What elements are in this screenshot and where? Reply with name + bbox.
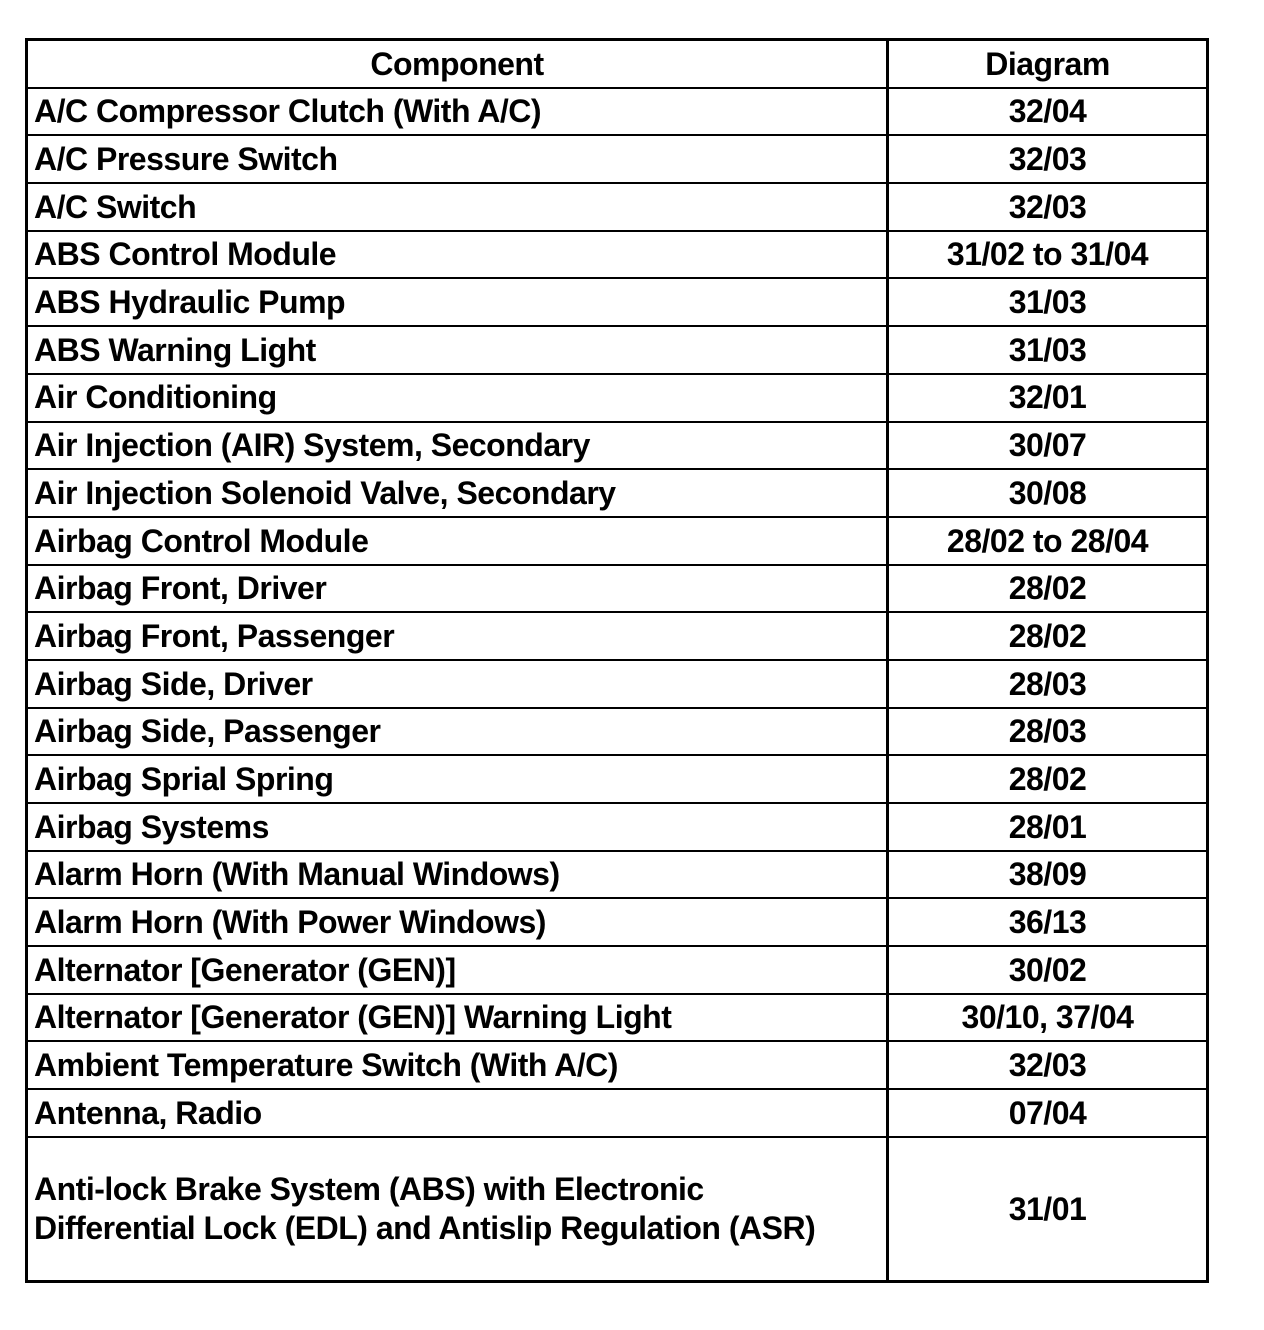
table-row bbox=[28, 327, 1206, 375]
table-row bbox=[28, 184, 1206, 232]
component-cell: Air Injection Solenoid Valve, Secondary bbox=[28, 470, 889, 516]
table-row bbox=[28, 852, 1206, 900]
table-row bbox=[28, 375, 1206, 423]
table-row bbox=[28, 232, 1206, 280]
table-row bbox=[28, 756, 1206, 804]
component-cell: ABS Control Module bbox=[28, 232, 889, 278]
diagram-cell: 31/02 to 31/04 bbox=[946, 236, 1149, 273]
diagram-cell: 32/03 bbox=[1008, 1047, 1087, 1084]
diagram-cell: 28/01 bbox=[1008, 808, 1087, 845]
diagram-cell: 30/02 bbox=[1008, 951, 1087, 988]
component-cell: A/C Switch bbox=[28, 184, 889, 230]
diagram-cell: 28/02 bbox=[1008, 570, 1087, 607]
diagram-cell: 28/02 bbox=[1008, 617, 1087, 654]
component-cell: Anti-lock Brake System (ABS) with Electronic Differential Lock (EDL) and Antislip Regulation (ASR) bbox=[28, 1138, 889, 1280]
diagram-cell: 32/04 bbox=[1008, 93, 1087, 130]
diagram-cell: 30/07 bbox=[1008, 427, 1087, 464]
diagram-cell: 31/03 bbox=[1008, 284, 1087, 321]
table-row bbox=[28, 89, 1206, 137]
component-cell: Airbag Sprial Spring bbox=[28, 756, 889, 802]
table-row bbox=[28, 279, 1206, 327]
component-diagram-table bbox=[25, 38, 1209, 1283]
diagram-cell: 07/04 bbox=[1008, 1094, 1087, 1131]
table-row bbox=[28, 423, 1206, 471]
diagram-cell: 32/01 bbox=[1008, 379, 1087, 416]
table-row bbox=[28, 1138, 1206, 1280]
component-cell: A/C Pressure Switch bbox=[28, 136, 889, 182]
component-cell: Airbag Side, Passenger bbox=[28, 709, 889, 755]
component-cell: Antenna, Radio bbox=[28, 1090, 889, 1136]
diagram-cell: 32/03 bbox=[1008, 141, 1087, 178]
table-row bbox=[28, 566, 1206, 614]
table-row bbox=[28, 995, 1206, 1043]
component-cell: Alternator [Generator (GEN)] bbox=[28, 947, 889, 993]
diagram-cell: 38/09 bbox=[1008, 856, 1087, 893]
diagram-cell: 32/03 bbox=[1008, 188, 1087, 225]
column-header-diagram: Diagram bbox=[985, 45, 1110, 82]
table-row bbox=[28, 1042, 1206, 1090]
table-row bbox=[28, 613, 1206, 661]
column-header-component: Component bbox=[28, 41, 889, 87]
component-cell: Airbag Front, Passenger bbox=[28, 613, 889, 659]
diagram-cell: 30/08 bbox=[1008, 474, 1087, 511]
component-cell: Ambient Temperature Switch (With A/C) bbox=[28, 1042, 889, 1088]
component-cell: Airbag Side, Driver bbox=[28, 661, 889, 707]
component-cell: Air Conditioning bbox=[28, 375, 889, 421]
diagram-cell: 28/03 bbox=[1008, 665, 1087, 702]
table-row bbox=[28, 804, 1206, 852]
diagram-cell: 31/01 bbox=[1008, 1190, 1087, 1227]
table-row bbox=[28, 709, 1206, 757]
diagram-cell: 28/03 bbox=[1008, 713, 1087, 750]
table-row bbox=[28, 947, 1206, 995]
component-cell: Alarm Horn (With Power Windows) bbox=[28, 899, 889, 945]
component-cell: Alternator [Generator (GEN)] Warning Light bbox=[28, 995, 889, 1041]
component-cell: A/C Compressor Clutch (With A/C) bbox=[28, 89, 889, 135]
component-cell: Airbag Systems bbox=[28, 804, 889, 850]
diagram-cell: 36/13 bbox=[1008, 904, 1087, 941]
table-row bbox=[28, 1090, 1206, 1138]
component-cell: ABS Warning Light bbox=[28, 327, 889, 373]
component-cell: Air Injection (AIR) System, Secondary bbox=[28, 423, 889, 469]
component-cell: ABS Hydraulic Pump bbox=[28, 279, 889, 325]
diagram-cell: 28/02 to 28/04 bbox=[946, 522, 1149, 559]
table-row bbox=[28, 518, 1206, 566]
component-cell: Alarm Horn (With Manual Windows) bbox=[28, 852, 889, 898]
table-header-row bbox=[28, 41, 1206, 89]
table-row bbox=[28, 470, 1206, 518]
table-row bbox=[28, 661, 1206, 709]
table-row bbox=[28, 136, 1206, 184]
diagram-cell: 28/02 bbox=[1008, 760, 1087, 797]
component-cell: Airbag Control Module bbox=[28, 518, 889, 564]
component-cell: Airbag Front, Driver bbox=[28, 566, 889, 612]
table-row bbox=[28, 899, 1206, 947]
diagram-cell: 30/10, 37/04 bbox=[961, 999, 1134, 1036]
diagram-cell: 31/03 bbox=[1008, 331, 1087, 368]
